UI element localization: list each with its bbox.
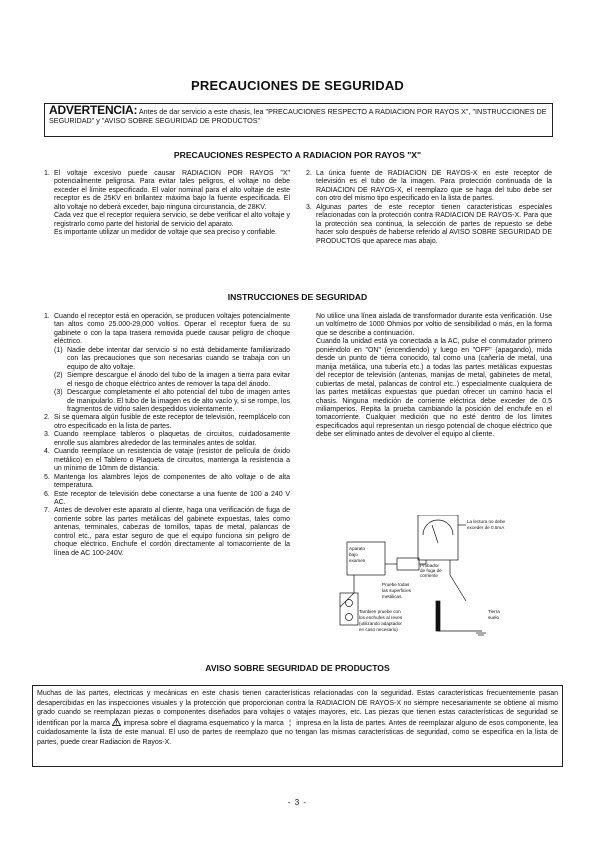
tester-meter-box (418, 515, 458, 560)
xray-item-2-text: La única fuente de RADIACION DE RAYOS-X en este receptor de televisión es el tubo de la imagen. Para protección continuada de la RADIACION DE RAYOS-X, el reemplazo que se haga del tubo debe ser con otro del mismo tipo especificado en la lista de partes. (316, 170, 552, 203)
warning-text: Antes de dar servicio a este chasis, lea "PRECAUCIONES RESPECTO A RADIACION POR RAYOS X", "INSTRUCCIONES DE SEGURIDAD" y "AVISO SOBRE SEGURIDAD DE PRODUCTOS" (49, 107, 547, 125)
diagram-tester-label-1: Probador (420, 563, 439, 568)
diagram-plug-label-3: (utilizando adaptador (359, 621, 402, 626)
page-title: PRECAUCIONES DE SEGURIDAD (190, 78, 405, 93)
outlet-socket-icon (346, 600, 353, 607)
product-text-b: impresa sobre el diagrama esquematico y la marca (123, 719, 284, 727)
product-text-a: Muchas de las partes, electricas y mecánicas en este chasis tienen características relacionadas con la seguridad. Estas características frecuentemente pasan desapercibidas en las inspecciones visuales y la protección que proporcionan contra la RADIACION DE RAYOS-X no siempre necesariamente se obtiene al mismo grado cuando se reemplazan piezas o componentes diseñados para voltajes o vatajes mayores, etc. Las piezas que tienen estas características de seguridad se identifican por la marca (37, 690, 558, 727)
diagram-plug-label-2: los enchufes al reves (359, 615, 403, 620)
parts-list-mark-icon: ¦ (289, 719, 291, 727)
resistor-box (397, 558, 419, 570)
xray-item-3-text: Algunas partes de este receptor tienen características especiales relacionadas con la protección contra RADIACION DE RAYOS-X. Para que la protección sea continua, la selección de partes de repuesto se debe hacer solo después de haberse referido al AVISO SOBRE SEGURIDAD DE PRODUCTOS que aparece mas abajo. (316, 203, 552, 245)
xray-right-column (306, 170, 552, 246)
product-notice-box (32, 685, 563, 767)
xray-item-1-text: El voltaje excesivo puede causar RADIACION POR RAYOS "X" potencialmente peligrosa. Para evitar tales peligros, el voltaje no debe exceder el límite especificado. El valor nominal para el alto voltaje de este receptor es de 25KV en brillantez máxima bajo la fuente especificada. El alto voltaje no deberá exceder, bajo ninguna circunstancia, de 28KV. (54, 170, 290, 211)
diagram-plug-label-1: Tambien pruebe con (359, 609, 401, 614)
xray-left-column (44, 170, 290, 238)
diagram-device-label-2: bajo (349, 552, 358, 557)
xray-item-3 (306, 204, 552, 246)
diagram-reading-label-1: La lectura no debe (467, 519, 506, 524)
ground-rod (436, 601, 440, 631)
diagram-plug-label-4: en caso necesario) (359, 627, 398, 632)
instr-sub-2: (2) Siempre descargue el ánodo del tubo de la imagen a tierra para evitar el riesgo de choque eléctrico antes de remover la tapa del ánodo. (54, 372, 290, 388)
diagram-surfaces-label-1: Pruebe todas (382, 582, 410, 587)
xray-para-1: Cada vez que el receptor requiera servicio, se debe verificar el alto voltaje y registrarlo como parte del historial de servicio del aparato. (54, 212, 290, 228)
xray-item-1-num: 1. (44, 170, 50, 177)
xray-heading: PRECAUCIONES RESPECTO A RADIACION POR RAYOS "X" (173, 150, 422, 160)
xray-item-2-num: 2. (306, 170, 312, 177)
instr-item-6: 6. Este receptor de televisión debe conectarse a una fuente de 100 a 240 V AC. (44, 490, 290, 506)
instructions-heading: INSTRUCCIONES DE SEGURIDAD (227, 292, 368, 302)
instr-sub-1: (1) Nadie debe intentar dar servicio si no está debidamente familiarizado con las precauciones que son necesarias cuando se trabaja con un equipo de alto voltaje. (54, 346, 290, 371)
xray-item-1 (44, 170, 290, 212)
instr-item-1: 1. Cuando el receptor está en operación, se producen voltajes potencialmente tan altos como 25.000-29,000 voltios. Operar el receptor fuera de su gabinete o con la tapa trasera removida puede causar peligro de choque eléctrico. (44, 313, 290, 346)
instr-item-5: 5. Mantenga los alambres lejos de componentes de alto voltaje o de alta temperatura. (44, 473, 290, 490)
instr-item-1-text: Cuando el receptor está en operación, se producen voltajes potencialmente tan altos como 25.000-29,000 voltios. Operar el receptor fuera de su gabinete o con la tapa trasera removida puede causar peligro de choque eléctrico. (54, 313, 290, 346)
diagram-device-label-1: Aparato (349, 546, 366, 551)
xray-item-2 (306, 170, 552, 204)
diagram-ground-label-2: suelo (488, 615, 499, 620)
instructions-right-column (316, 313, 552, 440)
diagram-reading-label-2: exceder de 0.5mA (467, 525, 505, 530)
outlet-socket-icon (346, 614, 353, 621)
product-heading: AVISO SOBRE SEGURIDAD DE PRODUCTOS (205, 663, 390, 673)
diagram-surfaces-label-3: metálicas. (382, 594, 403, 599)
instr-item-4: 4. Cuando reemplace un resistencia de vataje (resistor de película de óxido metálico) en el Tablero o Plaqueta de circuitos, mantenga la resistencia a un mínimo de 10mm de distancia. (44, 448, 290, 473)
xray-para-2: Es importante utilizar un medidor de voltaje que sea preciso y confiable. (54, 229, 277, 237)
xray-item-3-num: 3. (306, 203, 312, 211)
meter-needle-icon (432, 525, 438, 543)
instr-item-2: 2. Si se quemara algún fusible de este receptor de televisión, reemplácelo con otro especificado en la lista de partes. (44, 414, 290, 430)
diagram-device-label-3: examen (349, 558, 366, 563)
warning-box (44, 103, 553, 137)
leakage-test-diagram (326, 515, 556, 645)
meter-dial-icon (423, 520, 453, 535)
instr-item-7: 7. Antes de devolver este aparato al cliente, haga una verificación de fuga de corriente sobre las partes metálicas del gabinete expuestas, tales como antenas, terminales, cabezas de tornillos, tapas de metal, palancas de control etc., para estar seguro de que el equipo funciona sin peligro de choque eléctrico. Enchufe el cordón directamente al tomacorriente de la línea de AC 100-240V. (44, 507, 290, 557)
diagram-surfaces-label-2: las superficies (382, 588, 412, 593)
warning-triangle-icon (112, 718, 121, 726)
instr-right-para-1: No utilice una línea aislada de transformador durante esta verificación. Use un voltímetro de 1000 Ohmios por voltio de sensibilidad o más, en la forma que se describe a continuación. (316, 313, 552, 337)
diagram-tester-label-2: de fuga de (420, 568, 442, 573)
instructions-left-column (44, 313, 290, 558)
warning-heading: ADVERTENCIA: (49, 103, 138, 117)
instr-sub-3: (3) Descargue completamente el alto potencial del tubo de imagen antes de manipularlo. El tubo de la imagen es de alto vacío y, si se rompe, los fragmentos de vidrio salen despedidos violentamente. (54, 389, 290, 413)
instr-item-3: 3. Cuando reemplace tableros o plaquetas de circuitos, cuidadosamente enrolle sus alambres alrededor de las terminales antes de soldar. (44, 431, 290, 447)
page-number: - 3 - (287, 798, 308, 807)
diagram-ground-label-1: Tierra (488, 609, 500, 614)
instr-right-para-2: Cuando la unidad está ya conectada a la AC, pulse el conmutador primero poniéndolo en "ON" (encendiendo) y luego en "OFF" (apagando), mida desde un punto de tierra conocido, tal como una (cañería de metal, una manija metálica, una tubería etc.) a todas las partes metálicas expuestas del receptor de televisión (antenas, manijas de metal, gabinetes de metal, cubiertas de metal, palancas de control etc..) especialmente cualquiera de las partes metálicas expuestas que puedan ofrecer un camino hacia el chasis. Ninguna medición de corriente eléctrica debe exceder de 0.5 miliamperios. Repita la prueba cambiando la posición del enchufe en el tomacorriente. Cualquier medición que no esté dentro de los límites especificados aquí representan un riesgo potencial de choque eléctrico que debe ser eliminado antes de devolver el equipo al cliente. (316, 338, 552, 439)
diagram-tester-label-3: corriente (420, 573, 438, 578)
product-text-c: impresa en la lista de partes. Antes de reemplazar alguno de esos componente, lea cuidadosamente la lista de este manual. El uso de partes de reemplazo que no tengan las mismas características de seguridad, como se especifica en la lista de partes, puede crear Radiacion de Rayos-X. (37, 719, 558, 746)
